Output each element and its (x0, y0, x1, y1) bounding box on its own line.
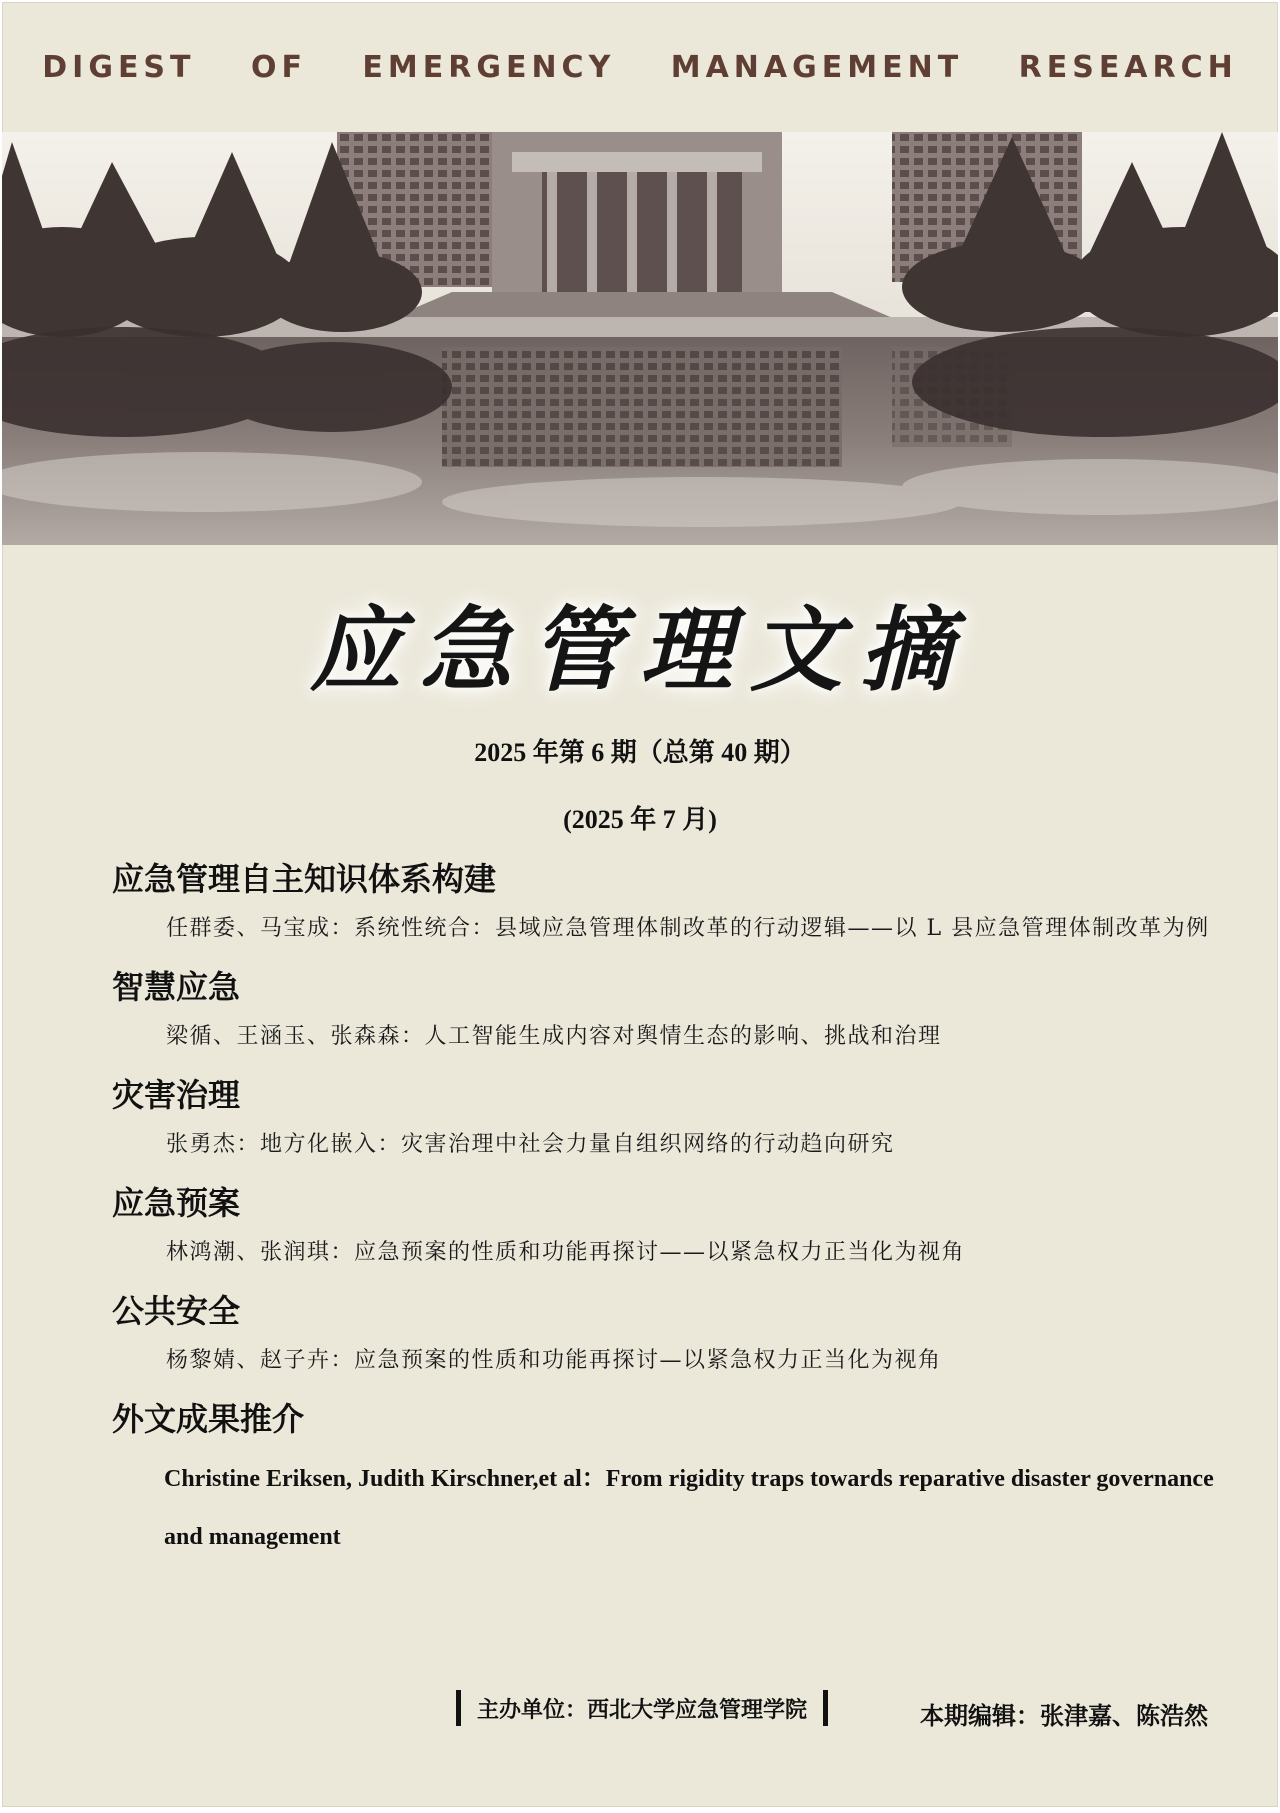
section-heading: 应急管理自主知识体系构建 (112, 860, 497, 898)
issue-date: (2025 年 7 月) (563, 805, 717, 834)
article-entry-english: Christine Eriksen, Judith Kirschner,et al：From rigidity traps towards reparative disaster governance and management (164, 1466, 1214, 1550)
divider (823, 1690, 828, 1726)
article-entry: 林鸿潮、张润琪：应急预案的性质和功能再探讨——以紧急权力正当化为视角 (166, 1240, 966, 1265)
journal-title: 应急管理文摘 (309, 596, 970, 704)
divider (456, 1690, 461, 1726)
toc-section (112, 1178, 1232, 1278)
campus-photo-illustration (2, 132, 1278, 545)
campus-photo (2, 132, 1278, 545)
article-entry: 任群委、马宝成：系统性统合：县域应急管理体制改革的行动逻辑——以 L 县应急管理体制改革为例 (166, 916, 1210, 941)
section-heading: 外文成果推介 (112, 1400, 305, 1438)
issue-number: 2025 年第 6 期（总第 40 期） (474, 738, 806, 767)
article-entry: 梁循、王涵玉、张森森：人工智能生成内容对舆情生态的影响、挑战和治理 (166, 1024, 942, 1049)
toc-section (112, 1394, 1232, 1566)
masthead (2, 2, 1278, 132)
host-institution (440, 1688, 844, 1728)
section-heading: 灾害治理 (112, 1076, 241, 1114)
toc-section (112, 1070, 1232, 1170)
toc-section (112, 962, 1232, 1062)
footer (2, 1688, 1278, 1748)
section-heading: 智慧应急 (112, 968, 241, 1006)
masthead-title: DIGEST OF EMERGENCY MANAGEMENT RESEARCH (42, 49, 1238, 85)
toc-section (112, 1286, 1232, 1386)
article-entry: 张勇杰：地方化嵌入：灾害治理中社会力量自组织网络的行动趋向研究 (166, 1132, 895, 1157)
host-institution-text: 主办单位：西北大学应急管理学院 (477, 1697, 808, 1723)
article-entry: 杨黎婧、赵子卉：应急预案的性质和功能再探讨—以紧急权力正当化为视角 (166, 1348, 942, 1373)
section-heading: 应急预案 (112, 1184, 241, 1222)
cover-page (2, 2, 1278, 1807)
table-of-contents (112, 854, 1232, 1566)
section-heading: 公共安全 (112, 1292, 241, 1330)
issue-editors: 本期编辑：张津嘉、陈浩然 (920, 1702, 1208, 1730)
toc-section (112, 854, 1232, 954)
